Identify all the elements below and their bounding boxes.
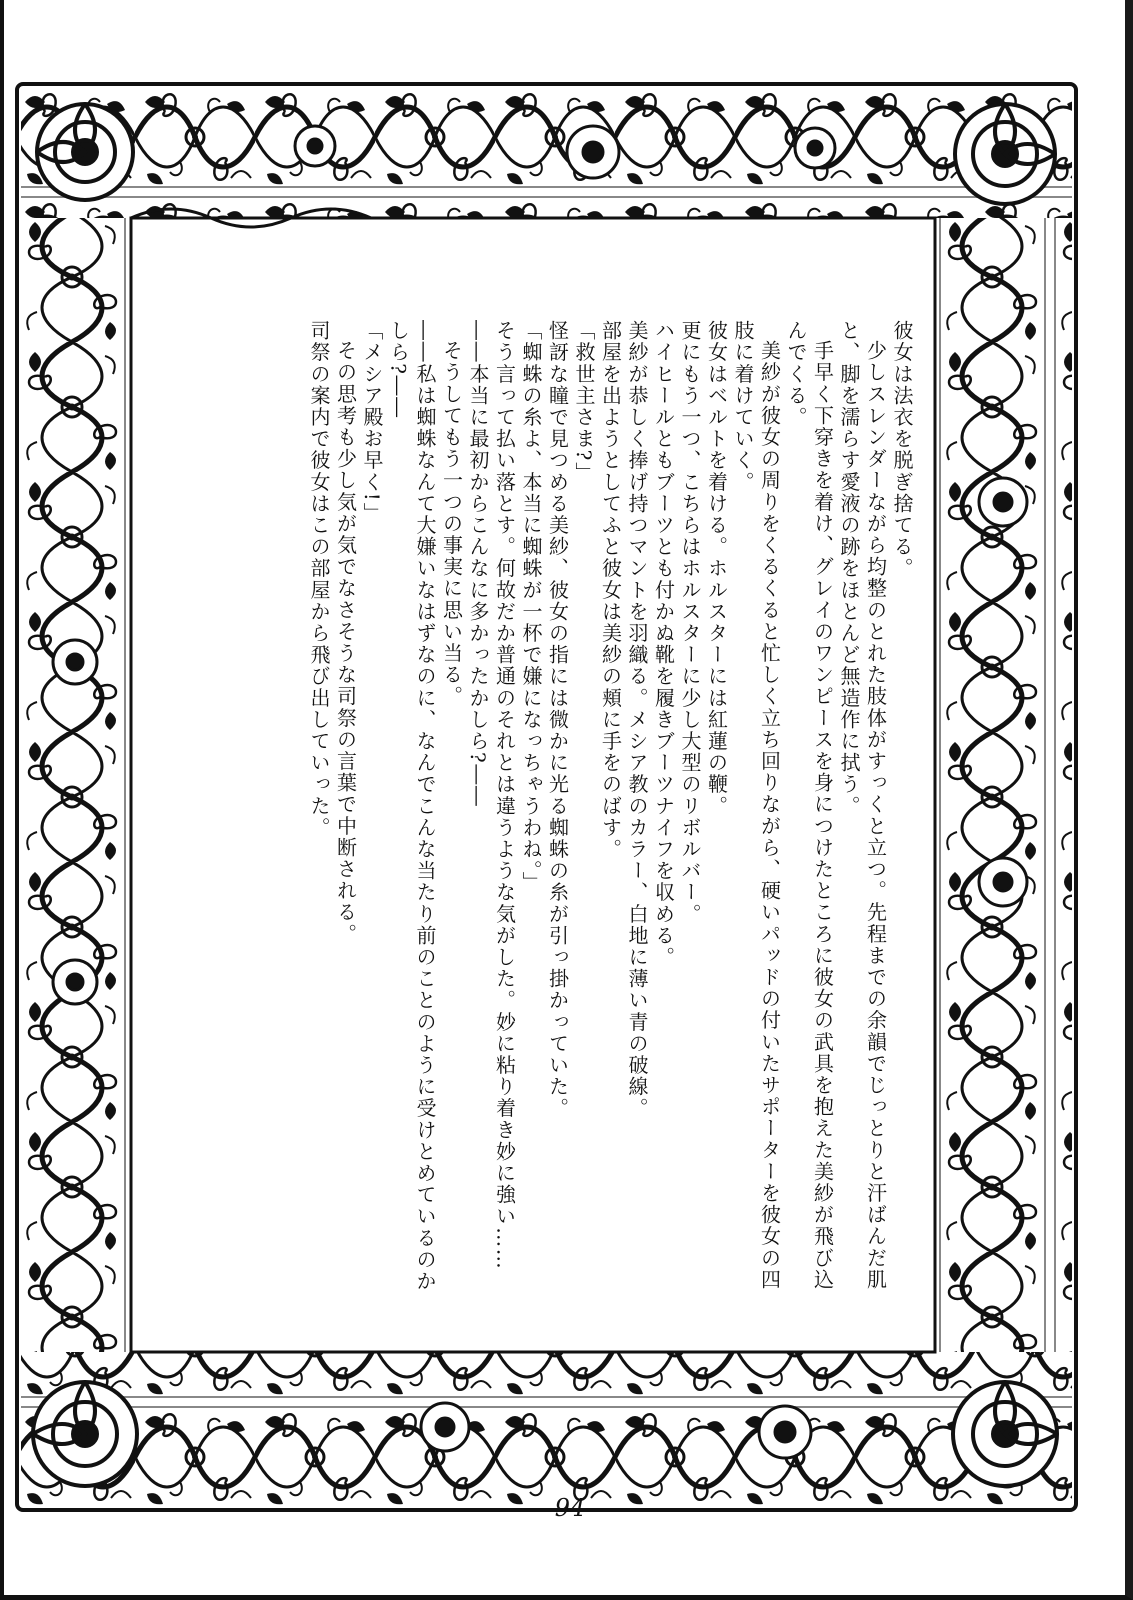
paragraph: 美紗が恭しく捧げ持つマントを羽織る。メシア教のカラー、白地に薄い青の破線。 — [625, 320, 649, 1120]
paragraph: 更にもう一つ、こちらはホルスターに少し大型のリボルバー。 — [678, 320, 702, 925]
paragraph: 怪訝な瞳で見つめる美紗、彼女の指には微かに光る蜘蛛の糸が引っ掛かっていた。 — [545, 320, 570, 1120]
corner-ornament-bottom-right — [953, 1382, 1057, 1486]
paragraph: 美紗が彼女の周りをくるくると忙しく立ち回りながら、硬いパッドの付いたサポーターを彼女の四肢に着けていく。 — [731, 320, 782, 1291]
story-text-area — [190, 320, 915, 1320]
paragraph: 彼女はベルトを着ける。ホルスターには紅蓮の鞭。 — [704, 320, 729, 817]
paragraph: ハイヒールともブーツとも付かぬ靴を履きブーツナイフを収める。 — [651, 320, 676, 968]
inner-thought: ――本当に最初からこんなに多かったかしら?―― — [466, 320, 490, 808]
paragraph: 司祭の案内で彼女はこの部屋から飛び出していった。 — [307, 320, 331, 839]
dialogue-line: 「蜘蛛の糸よ、本当に蜘蛛が一杯で嫌になっちゃうわね。」 — [519, 320, 543, 894]
paragraph: 手早く下穿きを着け、グレイのワンピースを身につけたところに彼女の武具を抱えた美紗が飛び込んでくる。 — [784, 320, 835, 1291]
paragraph: その思考も少し気が気でなさそうな司祭の言葉で中断される。 — [333, 340, 358, 945]
page-number: 94 — [554, 1494, 586, 1522]
corner-ornament-top-left — [37, 104, 133, 200]
inner-thought: ――私は蜘蛛なんて大嫌いなはずなのに、なんでこんな当たり前のことのように受けとめているのかしら?―― — [386, 320, 437, 1292]
paragraph: そう言って払い落とす。何故だか普通のそれとは違うような気がした。妙に粘り着き妙に強い…… — [492, 320, 517, 1271]
paragraph: 少しスレンダーながら均整のとれた肢体がすっくと立つ。先程までの余韻でじっとりと汗ばんだ肌と、脚を濡らす愛液の跡をほとんど無造作に拭う。 — [837, 320, 888, 1291]
dialogue-line: 「メシア殿お早く!」 — [360, 320, 384, 525]
corner-ornament-top-right — [955, 104, 1055, 204]
paragraph: そうしてもう一つの事実に思い当る。 — [439, 340, 464, 708]
vertical-story-text — [190, 320, 915, 1310]
corner-ornament-bottom-left — [33, 1382, 137, 1486]
dialogue-line: 「救世主さま?」 — [572, 320, 596, 484]
paragraph: 彼女は法衣を脱ぎ捨てる。 — [890, 320, 914, 580]
paragraph: 部屋を出ようとしてふと彼女は美紗の頬に手をのばす。 — [598, 320, 623, 860]
